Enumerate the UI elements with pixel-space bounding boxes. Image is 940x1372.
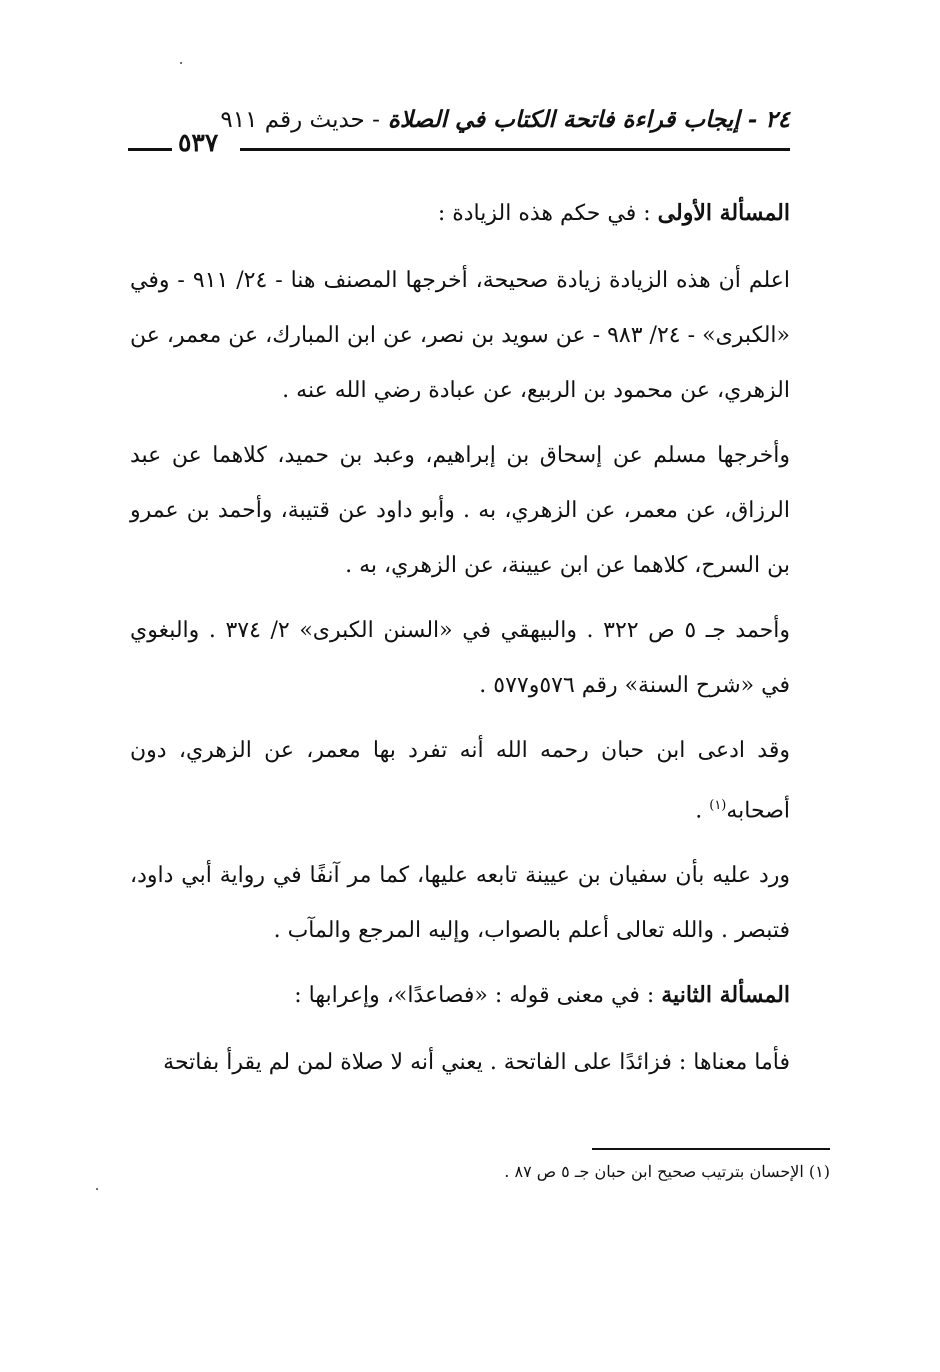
scan-speck	[96, 1188, 98, 1190]
paragraph: فأما معناها : فزائدًا على الفاتحة . يعني أنه لا صلاة لمن لم يقرأ بفاتحة	[163, 1050, 790, 1076]
chapter-title	[220, 106, 790, 133]
footnote-text: الإحسان بترتيب صحيح ابن حبان جـ ٥ ص ٨٧ .	[504, 1162, 804, 1181]
paragraph: ورد عليه بأن سفيان بن عيينة تابعه عليها، كما مر آنفًا في رواية أبي داود، فتبصر . والله تعالى أعلم بالصواب، وإليه المرجع والمآب .	[130, 863, 790, 944]
running-header	[128, 104, 790, 156]
paragraph: وأخرجها مسلم عن إسحاق بن إبراهيم، وعبد بن حميد، كلاهما عن عبد الرزاق، عن معمر، عن الزهري، به . وأبو داود عن قتيبة، وأحمد بن عمرو بن السرح، كلاهما عن ابن عيينة، عن الزهري، به .	[130, 443, 790, 578]
chapter-name: ٢٤ - إيجاب قراءة فاتحة الكتاب في الصلاة	[387, 106, 790, 133]
footnote-separator	[592, 1148, 830, 1150]
section-heading-2: المسألة الثانية : في معنى قوله : «فصاعدًا»، وإعرابها :	[294, 982, 790, 1009]
page-number: ٥٣٧	[178, 128, 219, 157]
paragraph-with-footnote: وقد ادعى ابن حبان رحمه الله أنه تفرد بها معمر، عن الزهري، دون أصحابه$^{(١)}$ .	[130, 738, 790, 824]
footnote-reference: (١)	[709, 798, 727, 813]
paragraph: وأحمد جـ ٥ ص ٣٢٢ . والبيهقي في «السنن الكبرى» ٢/ ٣٧٤ . والبغوي في «شرح السنة» رقم ٥٧٦و٥٧٧ .	[130, 618, 791, 698]
footnote	[380, 1160, 830, 1184]
header-rule	[240, 148, 790, 151]
footnote-marker: (١)	[808, 1162, 830, 1181]
hadith-number: - حديث رقم ٩١١	[220, 107, 380, 133]
main-text	[130, 186, 790, 1100]
paragraph: اعلم أن هذه الزيادة زيادة صحيحة، أخرجها المصنف هنا - ٢٤/ ٩١١ - وفي «الكبرى» - ٢٤/ ٩٨٣ - عن سويد بن نصر، عن ابن المبارك، عن معمر، عن الزهري، عن محمود بن الربيع، عن عبادة رضي الله عنه .	[130, 268, 791, 403]
section-heading-1: المسألة الأولى : في حكم هذه الزيادة :	[437, 200, 790, 226]
header-rule-short	[128, 148, 172, 151]
scan-speck	[180, 62, 182, 64]
